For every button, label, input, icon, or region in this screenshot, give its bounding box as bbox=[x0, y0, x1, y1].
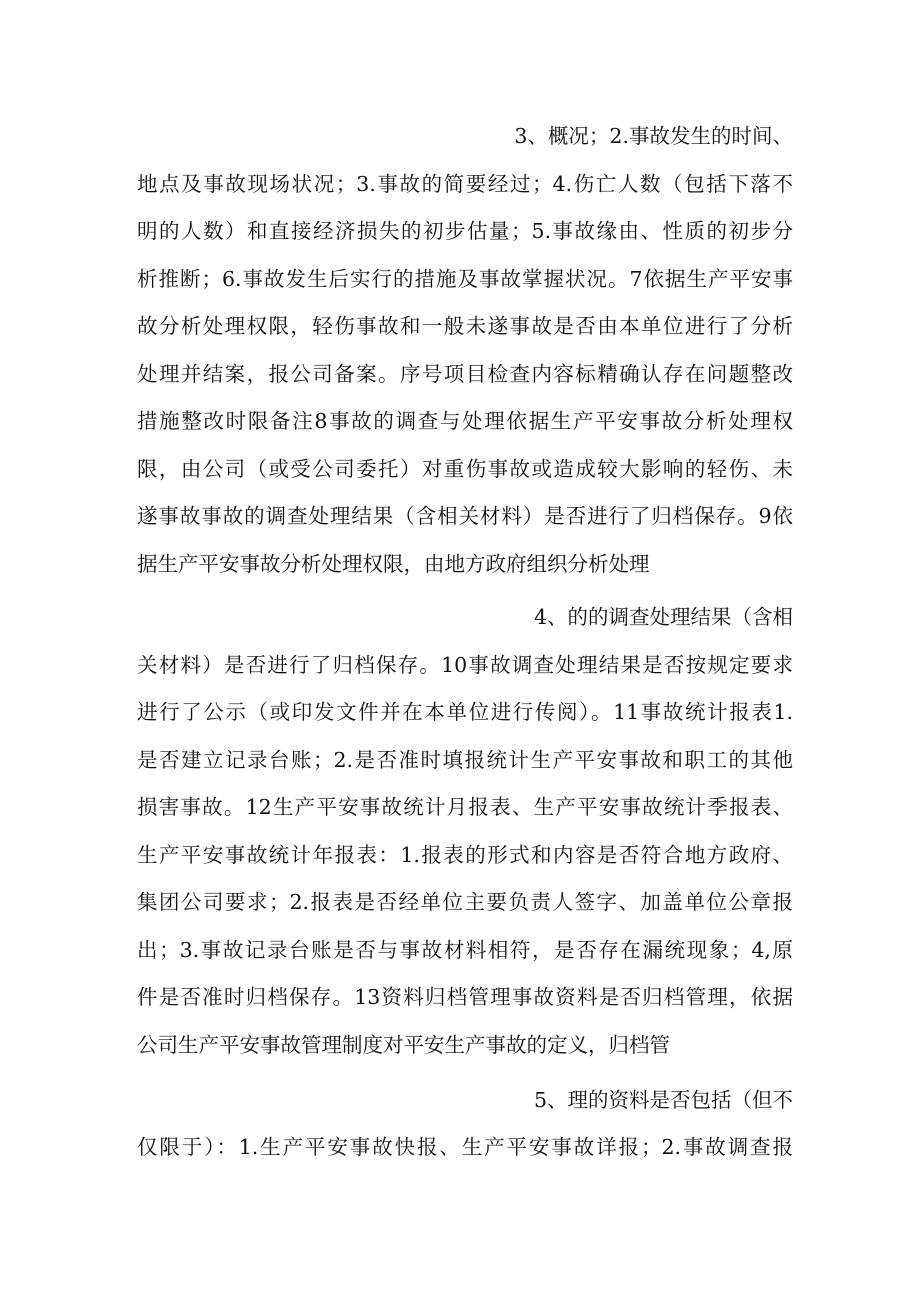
text-line-15: 损害事故。12生产平安事故统计月报表、生产平安事故统计季报表、 bbox=[137, 795, 793, 819]
text-line-20: 公司生产平安事故管理制度对平安生产事故的定义，归档管 bbox=[137, 1033, 670, 1057]
text-line-13: 进行了公示（或印发文件并在本单位进行传阅）。11事故统计报表1. bbox=[137, 700, 793, 724]
text-line-22: 仅限于）：1.生产平安事故快报、生产平安事故详报；2.事故调查报 bbox=[137, 1135, 793, 1159]
text-line-18: 出；3.事故记录台账是否与事故材料相符，是否存在漏统现象；4,原 bbox=[137, 938, 793, 962]
text-line-9: 遂事故事故的调查处理结果（含相关材料）是否进行了归档保存。9依 bbox=[137, 504, 793, 528]
text-line-5: 故分析处理权限，轻伤事故和一般未遂事故是否由本单位进行了分析 bbox=[137, 314, 793, 338]
text-line-12: 关材料）是否进行了归档保存。10事故调查处理结果是否按规定要求 bbox=[137, 653, 793, 677]
text-line-10: 据生产平安事故分析处理权限，由地方政府组织分析处理 bbox=[137, 552, 650, 576]
text-line-1: 3、概况；2.事故发生的时间、 bbox=[514, 124, 793, 148]
text-line-21: 5、理的资料是否包括（但不 bbox=[533, 1088, 793, 1112]
text-line-6: 处理并结案，报公司备案。序号项目检查内容标精确认存在问题整改 bbox=[137, 362, 793, 386]
text-line-14: 是否建立记录台账；2.是否准时填报统计生产平安事故和职工的其他 bbox=[137, 748, 793, 772]
text-line-3: 明的人数）和直接经济损失的初步估量；5.事故缘由、性质的初步分 bbox=[137, 219, 793, 243]
text-line-4: 析推断；6.事故发生后实行的措施及事故掌握状况。7依据生产平安事 bbox=[137, 267, 793, 291]
text-line-11: 4、的的调查处理结果（含相 bbox=[533, 605, 793, 629]
text-line-19: 件是否准时归档保存。13资料归档管理事故资料是否归档管理，依据 bbox=[137, 985, 793, 1009]
text-line-8: 限，由公司（或受公司委托）对重伤事故或造成较大影响的轻伤、未 bbox=[137, 457, 793, 481]
text-line-16: 生产平安事故统计年报表：1.报表的形式和内容是否符合地方政府、 bbox=[137, 843, 793, 867]
text-line-7: 措施整改时限备注8事故的调查与处理依据生产平安事故分析处理权 bbox=[137, 409, 793, 433]
text-line-2: 地点及事故现场状况；3.事故的简要经过；4.伤亡人数（包括下落不 bbox=[137, 172, 793, 196]
text-line-17: 集团公司要求；2.报表是否经单位主要负责人签字、加盖单位公章报 bbox=[137, 890, 793, 914]
